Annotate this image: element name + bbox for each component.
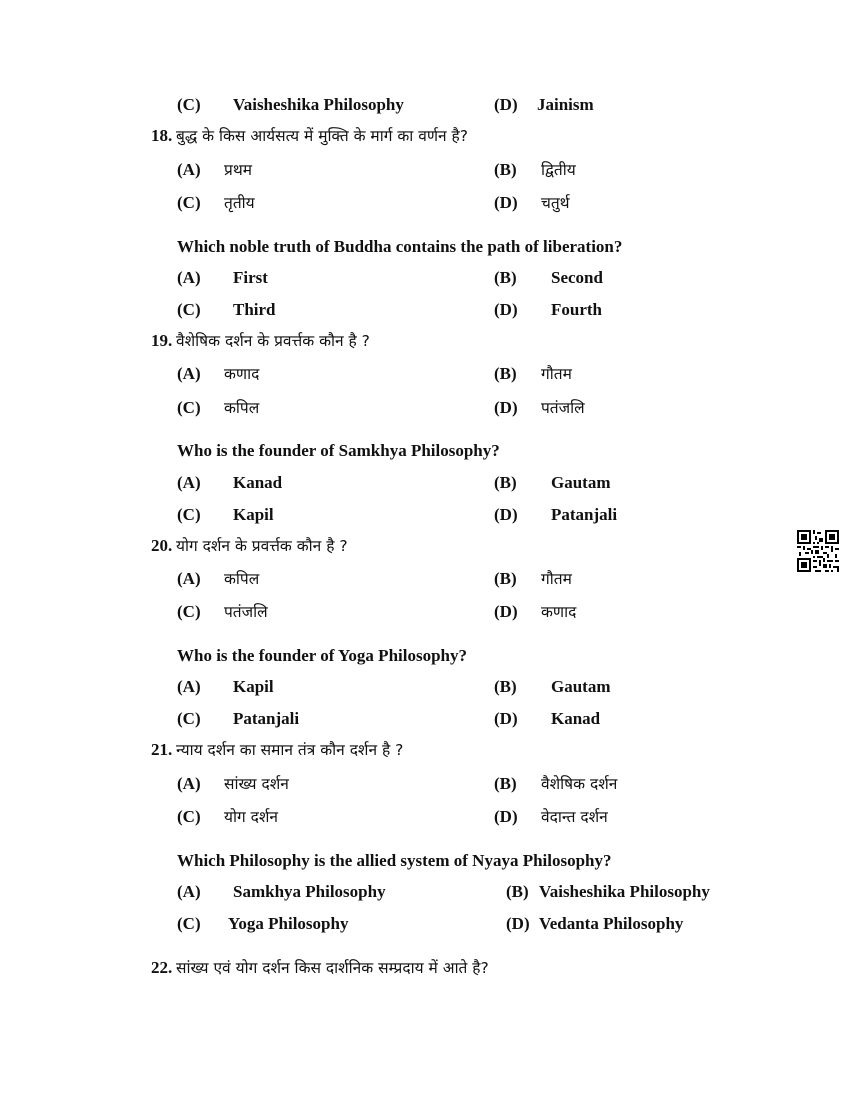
option-label-a: (A) — [177, 268, 201, 287]
option-text-c: Yoga Philosophy — [228, 914, 349, 933]
q17-options-cd — [0, 91, 850, 119]
question-text-hindi: सांख्य एवं योग दर्शन किस दार्शनिक सम्प्रदाय में आते है? — [176, 959, 489, 977]
option-label-c: (C) — [177, 95, 201, 114]
option-label-b: (B) — [494, 268, 517, 287]
q20-english-options-cd — [0, 705, 850, 733]
option-label-a: (A) — [177, 774, 201, 793]
q19-english-options-cd — [0, 501, 850, 529]
q19-hindi-question — [0, 327, 850, 355]
option-text-b: Gautam — [551, 677, 611, 696]
option-text-a: Kanad — [233, 473, 283, 492]
option-text-b: Gautam — [551, 473, 611, 492]
option-label-a: (A) — [177, 677, 201, 696]
q18-hindi-options-ab — [0, 156, 850, 184]
option-text-c: Kapil — [233, 505, 274, 524]
option-text-b: Second — [551, 268, 603, 287]
option-label-d: (D) — [506, 914, 530, 933]
option-label-d: (D) — [494, 398, 518, 417]
option-label-c: (C) — [177, 709, 201, 728]
option-text-b: गौतम — [541, 365, 572, 383]
option-label-a: (A) — [177, 473, 201, 492]
q20-english-question — [0, 642, 850, 670]
option-text-a: प्रथम — [224, 161, 252, 179]
option-label-c: (C) — [177, 914, 201, 933]
option-text-a: First — [233, 268, 268, 287]
question-text-english: Who is the founder of Samkhya Philosophy? — [177, 441, 500, 460]
q20-english-options-ab — [0, 673, 850, 701]
option-text-a: Kapil — [233, 677, 274, 696]
option-text-d: Vedanta Philosophy — [539, 914, 684, 933]
option-label-d: (D) — [494, 709, 518, 728]
option-text-c: योग दर्शन — [224, 808, 279, 826]
q18-english-options-cd — [0, 296, 850, 324]
option-label-b: (B) — [494, 364, 517, 383]
option-label-b: (B) — [494, 677, 517, 696]
option-text-c: Third — [233, 300, 276, 319]
option-label-a: (A) — [177, 364, 201, 383]
question-number: 19. — [151, 331, 173, 350]
option-label-a: (A) — [177, 569, 201, 588]
option-text-b: द्वितीय — [541, 161, 576, 179]
option-label-b: (B) — [494, 569, 517, 588]
option-text-b: गौतम — [541, 570, 572, 588]
option-text-d: चतुर्थ — [541, 194, 570, 212]
question-text-english: Which noble truth of Buddha contains the path of liberation? — [177, 237, 623, 256]
option-text-c: Patanjali — [233, 709, 300, 728]
q19-english-options-ab — [0, 469, 850, 497]
option-label-c: (C) — [177, 300, 201, 319]
q18-english-question — [0, 233, 850, 261]
q22-hindi-question — [0, 954, 850, 982]
q19-hindi-options-ab — [0, 360, 850, 388]
q21-english-question — [0, 847, 850, 875]
q19-english-question — [0, 437, 850, 465]
question-number: 18. — [151, 126, 173, 145]
question-text-hindi: न्याय दर्शन का समान तंत्र कौन दर्शन है ? — [176, 741, 404, 759]
q19-hindi-options-cd — [0, 394, 850, 422]
option-label-b: (B) — [494, 473, 517, 492]
question-text-english: Which Philosophy is the allied system of Nyaya Philosophy? — [177, 851, 612, 870]
question-text-hindi: योग दर्शन के प्रवर्त्तक कौन है ? — [176, 537, 348, 555]
q18-hindi-question — [0, 122, 850, 150]
option-label-d: (D) — [494, 505, 518, 524]
option-text-c: तृतीय — [224, 194, 255, 212]
option-label-c: (C) — [177, 398, 201, 417]
question-text-hindi: वैशेषिक दर्शन के प्रवर्त्तक कौन है ? — [176, 332, 370, 350]
q21-hindi-options-ab — [0, 770, 850, 798]
option-text-c: पतंजलि — [224, 603, 268, 621]
q20-hindi-options-cd — [0, 598, 850, 626]
option-text-d: Jainism — [537, 95, 594, 114]
option-text-c: Vaisheshika Philosophy — [233, 95, 404, 114]
q18-hindi-options-cd — [0, 189, 850, 217]
option-text-a: कणाद — [224, 365, 260, 383]
option-text-d: पतंजलि — [541, 399, 585, 417]
q21-english-options-cd — [0, 910, 850, 938]
option-label-a: (A) — [177, 882, 201, 901]
question-text-english: Who is the founder of Yoga Philosophy? — [177, 646, 467, 665]
option-text-d: Kanad — [551, 709, 601, 728]
question-number: 21. — [151, 740, 173, 759]
option-text-c: कपिल — [224, 399, 260, 417]
option-label-d: (D) — [494, 807, 518, 826]
option-label-d: (D) — [494, 95, 518, 114]
option-label-a: (A) — [177, 160, 201, 179]
option-label-d: (D) — [494, 602, 518, 621]
option-text-a: सांख्य दर्शन — [224, 775, 289, 793]
q20-hindi-question — [0, 532, 850, 560]
option-label-c: (C) — [177, 505, 201, 524]
option-label-c: (C) — [177, 602, 201, 621]
option-text-b: वैशेषिक दर्शन — [541, 775, 618, 793]
option-text-d: Patanjali — [551, 505, 618, 524]
option-label-d: (D) — [494, 193, 518, 212]
option-text-b: Vaisheshika Philosophy — [539, 882, 710, 901]
option-label-b: (B) — [494, 160, 517, 179]
option-label-b: (B) — [506, 882, 529, 901]
q18-english-options-ab — [0, 264, 850, 292]
q21-hindi-options-cd — [0, 803, 850, 831]
option-text-d: Fourth — [551, 300, 602, 319]
question-number: 20. — [151, 536, 173, 555]
option-label-b: (B) — [494, 774, 517, 793]
option-label-c: (C) — [177, 807, 201, 826]
option-label-d: (D) — [494, 300, 518, 319]
option-text-a: Samkhya Philosophy — [233, 882, 386, 901]
question-text-hindi: बुद्ध के किस आर्यसत्य में मुक्ति के मार्ग का वर्णन है? — [176, 127, 469, 145]
question-number: 22. — [151, 958, 173, 977]
option-label-c: (C) — [177, 193, 201, 212]
qr-code-icon — [797, 530, 839, 572]
q21-hindi-question — [0, 736, 850, 764]
option-text-d: वेदान्त दर्शन — [541, 808, 608, 826]
option-text-d: कणाद — [541, 603, 577, 621]
q21-english-options-ab — [0, 878, 850, 906]
option-text-a: कपिल — [224, 570, 260, 588]
q20-hindi-options-ab — [0, 565, 850, 593]
